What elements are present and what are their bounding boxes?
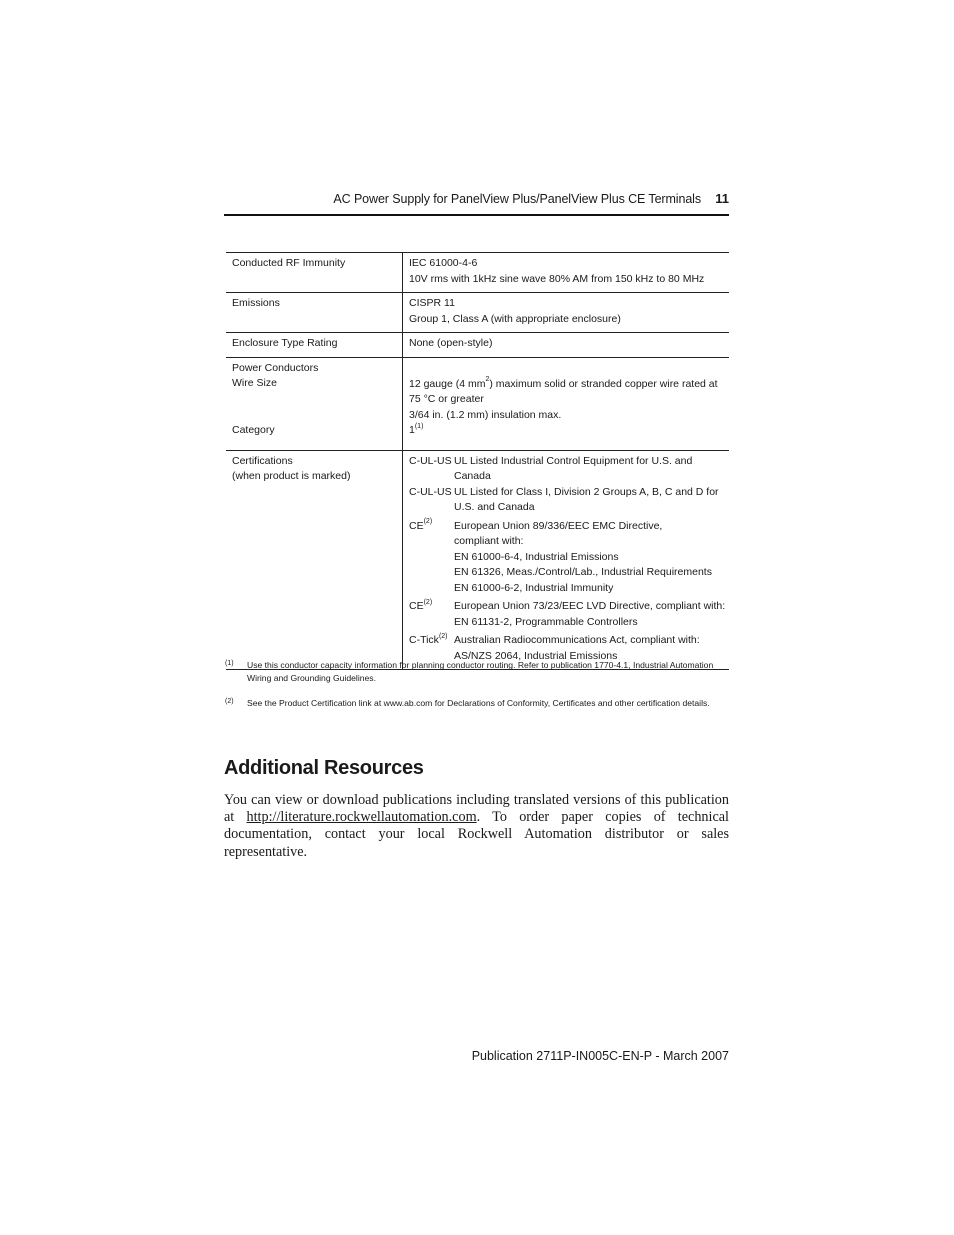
spec-value [403, 293, 730, 333]
certification-mark: CE$^{(2)}$ [409, 598, 433, 612]
publication-footer: Publication 2711P-IN005C-EN-P - March 2007 [471, 1049, 729, 1063]
literature-link[interactable]: http://literature.rockwellautomation.com [246, 809, 477, 826]
spec-label-line: (when product is marked) [232, 470, 351, 482]
footnote-1 [225, 659, 725, 685]
header-title: AC Power Supply for PanelView Plus/PanelView Plus CE Terminals [333, 192, 701, 206]
certification-item: CE$^{(2)}$ European Union 89/336/EEC EMC Directive, compliant with: EN 61000-6-4, Industrial Emissions EN 61326, Meas./Control/Lab., Industrial Requirements EN 61000-6-2, Industrial Immunity [409, 519, 727, 597]
spec-label: Conducted RF Immunity [226, 253, 403, 293]
table-row [226, 357, 729, 450]
footnote-mark: (1) [225, 660, 234, 667]
footnote-mark: (2) [225, 698, 234, 705]
spec-value-line: 3/64 in. (1.2 mm) insulation max. [409, 408, 562, 421]
specifications-table [226, 252, 729, 670]
spec-label-line: Wire Size [232, 377, 277, 389]
spec-value-line: Group 1, Class A (with appropriate enclosure) [409, 312, 621, 325]
footnote-text: Use this conductor capacity information for planning conductor routing. Refer to publication 1770-4.1, Industrial Automation Wiring and Grounding Guidelines. [247, 660, 714, 683]
certification-mark: CE$^{(2)}$ [409, 518, 433, 532]
spec-label [226, 450, 403, 670]
spec-value [403, 357, 730, 450]
spec-label-line: Category [232, 423, 275, 436]
wire-size-value: 12 gauge (4 $mm^2$) maximum solid or stranded copper wire rated at [409, 376, 718, 390]
page-number: 11 [715, 191, 729, 206]
spec-value-line: 10V rms with 1kHz sine wave 80% AM from 150 kHz to 80 MHz [409, 272, 705, 285]
spec-value: None (open-style) [403, 333, 730, 358]
footnote-text: See the Product Certification link at www.ab.com for Declarations of Conformity, Certificates and other certification details. [247, 698, 710, 708]
certification-item: C-UL-US UL Listed for Class I, Division 2 Groups A, B, C and D for U.S. and Canada [409, 485, 727, 516]
table-row [226, 333, 729, 358]
certification-item: C-UL-US UL Listed Industrial Control Equipment for U.S. and Canada [409, 454, 727, 485]
spec-label [226, 357, 403, 450]
header-rule [224, 214, 729, 216]
certification-mark: C-UL-US [409, 485, 452, 498]
certification-item: CE$^{(2)}$ European Union 73/23/EEC LVD Directive, compliant with: EN 61131-2, Programmable Controllers [409, 599, 727, 630]
spec-value-line: IEC 61000-4-6 [409, 257, 478, 269]
footnote-ref: (2) [438, 632, 448, 640]
footnote-2 [225, 697, 725, 710]
spec-value-line: 75 °C or greater [409, 393, 484, 405]
spec-label: Enclosure Type Rating [226, 333, 403, 358]
spec-label-line: Power Conductors [232, 361, 319, 374]
section-heading: Additional Resources [224, 757, 424, 779]
table-row [226, 253, 729, 293]
spec-label-line: Certifications [232, 454, 293, 467]
spec-value [403, 253, 730, 293]
category-value: 1$^{(1)}$ [409, 422, 424, 436]
spec-value [403, 450, 730, 670]
page-header [224, 191, 729, 211]
body-paragraph: You can view or download publications including translated versions of this publication at http://literature.rockwellautomation.com. To order paper copies of technical documentation, contact your local Rockwell Automation distributor or sales representative. [224, 792, 729, 860]
certification-mark: C-UL-US [409, 454, 452, 467]
spec-label: Emissions [226, 293, 403, 333]
table-row [226, 450, 729, 670]
spec-value-line: CISPR 11 [409, 297, 455, 309]
certification-item: C-Tick$^{(2)}$ Australian Radiocommunications Act, compliant with: AS/NZS 2064, Industrial Emissions [409, 633, 727, 664]
table-row [226, 293, 729, 333]
footnote-ref: (2) [423, 518, 433, 525]
footnote-ref: (2) [423, 598, 433, 606]
certification-mark: C-Tick$^{(2)}$ [409, 632, 448, 646]
footnote-ref: (1) [414, 422, 424, 430]
